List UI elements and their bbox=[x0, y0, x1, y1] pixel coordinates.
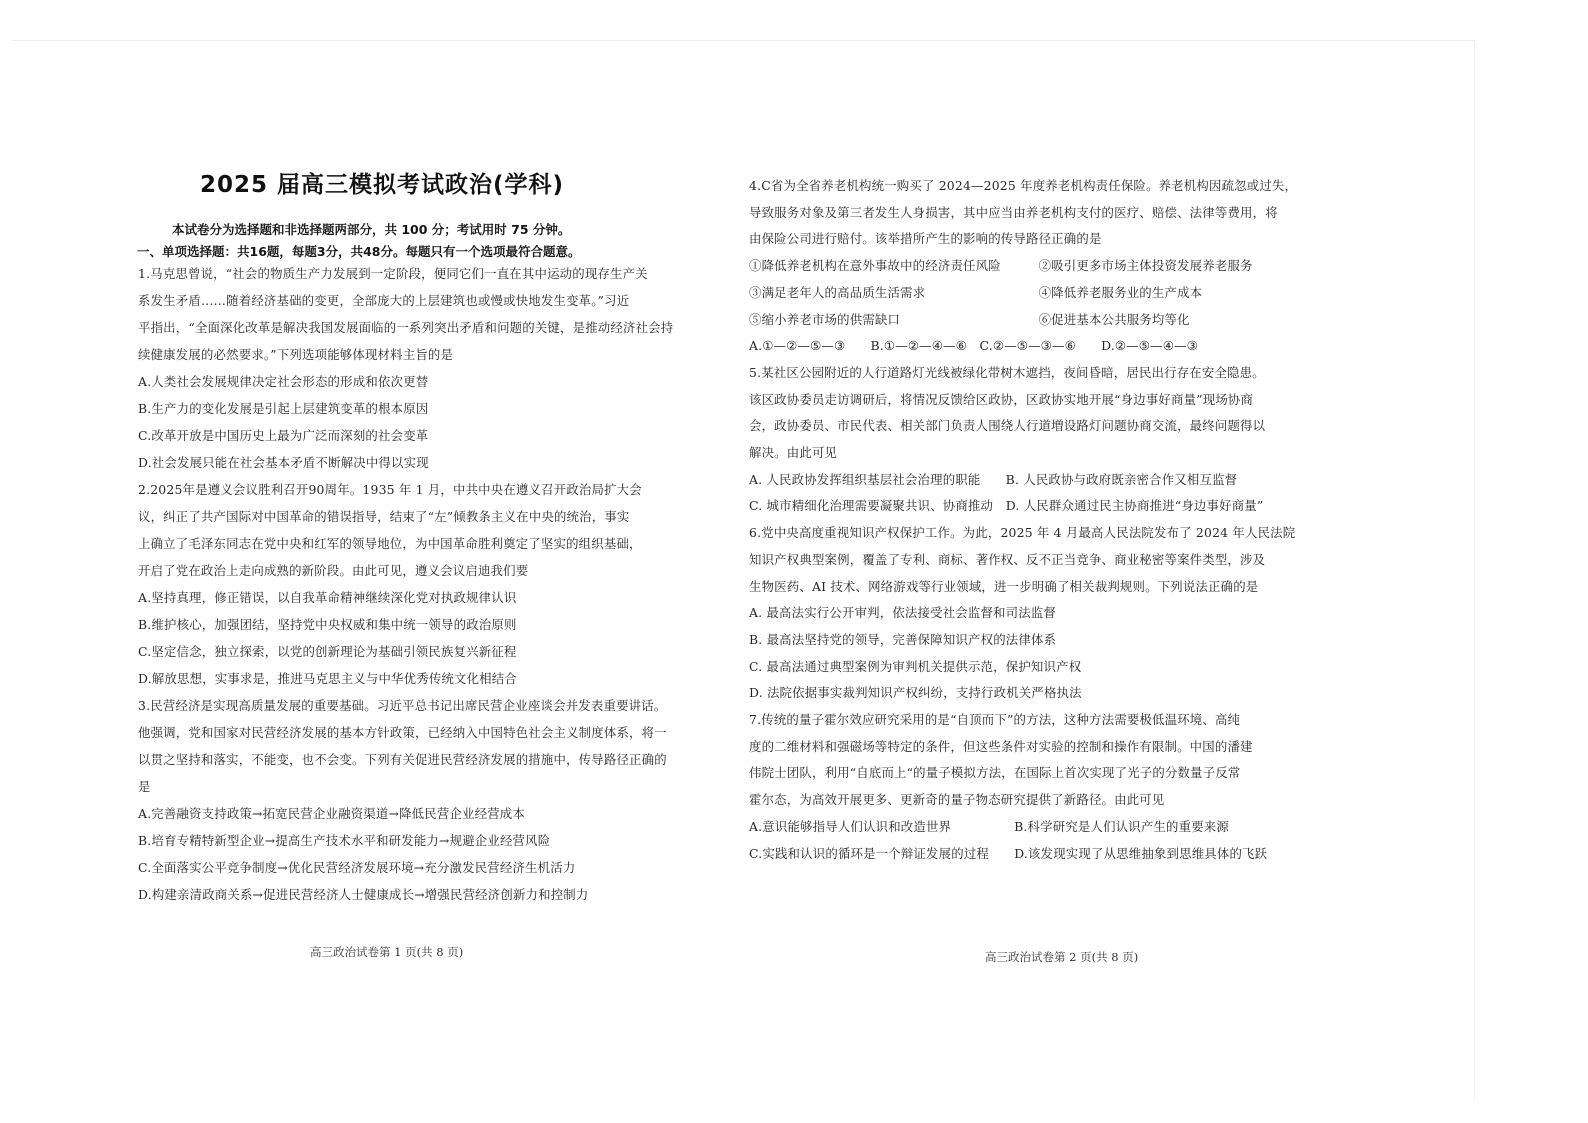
text-line: 度的二维材料和强磁场等特定的条件，但这些条件对实验的控制和操作有限制。中国的潘建 bbox=[749, 738, 1253, 754]
text-line: 2.2025年是遵义会议胜利召开90周年。1935 年 1 月，中共中央在遵义召开政治局扩大会 bbox=[138, 482, 642, 497]
text-line: 平指出，“全面深化改革是解决我国发展面临的一系列突出矛盾和问题的关键，是推动经济社会持 bbox=[138, 320, 674, 335]
text-line: A.①—②—⑤—③ B.①—②—④—⑥ C.②—⑤—③—⑥ D.②—⑤—④—③ bbox=[749, 338, 1198, 354]
exam-info: 本试卷分为选择题和非选择题两部分，共 100 分；考试用时 75 分钟。 bbox=[172, 222, 571, 237]
text-line: 由保险公司进行赔付。该举措所产生的影响的传导路径正确的是 bbox=[749, 231, 1102, 247]
text-line: 解决。由此可见 bbox=[749, 445, 838, 460]
text-line: 续健康发展的必然要求。”下列选项能够体现材料主旨的是 bbox=[138, 347, 454, 362]
text-line: C.实践和认识的循环是一个辩证发展的过程 D.该发现实现了从思维抽象到思维具体的飞跃 bbox=[749, 845, 1268, 861]
text-line: 生物医药、AI 技术、网络游戏等行业领域，进一步明确了相关裁判规则。下列说法正确的是 bbox=[749, 578, 1259, 594]
text-line: C.全面落实公平竞争制度→优化民营经济发展环境→充分激发民营经济生机活力 bbox=[138, 860, 576, 875]
text-line: B.维护核心，加强团结，坚持党中央权威和集中统一领导的政治原则 bbox=[138, 617, 517, 632]
text-line: 该区政协委员走访调研后，将情况反馈给区政协，区政协实地开展“身边事好商量”现场协商 bbox=[749, 391, 1254, 407]
section-heading: 一、单项选择题：共16题，每题3分，共48分。每题只有一个选项最符合题意。 bbox=[137, 244, 581, 259]
text-line: C. 城市精细化治理需要凝聚共识、协商推动 D. 人民群众通过民主协商推进“身边事好商量” bbox=[749, 498, 1264, 514]
text-line: 伟院士团队，利用“自底而上“的量子模拟方法，在国际上首次实现了光子的分数量子反常 bbox=[749, 765, 1241, 781]
text-line: 议，纠正了共产国际对中国革命的错误指导，结束了“左”倾教条主义在中央的统治，事实 bbox=[138, 509, 630, 524]
text-line: A.完善融资支持政策→拓宽民营企业融资渠道→降低民营企业经营成本 bbox=[138, 806, 525, 821]
text-line: 以贯之坚持和落实，不能变，也不会变。下列有关促进民营经济发展的措施中，传导路径正确的 bbox=[138, 752, 667, 767]
text-line: ⑤缩小养老市场的供需缺口 ⑥促进基本公共服务均等化 bbox=[749, 311, 1190, 327]
text-line: ①降低养老机构在意外事故中的经济责任风险 ②吸引更多市场主体投资发展养老服务 bbox=[749, 258, 1253, 274]
text-line: B. 最高法坚持党的领导，完善保障知识产权的法律体系 bbox=[749, 631, 1057, 647]
page-footer-right: 高三政治试卷第 2 页(共 8 页) bbox=[985, 950, 1139, 964]
text-line: 5.某社区公园附近的人行道路灯光线被绿化带树木遮挡，夜间昏暗，居民出行存在安全隐患。 bbox=[749, 364, 1265, 380]
text-line: B.生产力的变化发展是引起上层建筑变革的根本原因 bbox=[138, 401, 429, 416]
text-line: D.构建亲清政商关系→促进民营经济人士健康成长→增强民营经济创新力和控制力 bbox=[138, 887, 589, 902]
text-line: 7.传统的量子霍尔效应研究采用的是“自顶而下”的方法，这种方法需要极低温环境、高纯 bbox=[749, 712, 1241, 727]
text-line: 开启了党在政治上走向成熟的新阶段。由此可见，遵义会议启迪我们要 bbox=[138, 563, 529, 578]
text-line: 系发生矛盾……随着经济基础的变更，全部庞大的上层建筑也或慢或快地发生变革。”习近 bbox=[138, 293, 630, 308]
text-line: B.培育专精特新型企业→提高生产技术水平和研发能力→规避企业经营风险 bbox=[138, 833, 551, 848]
text-line: 1.马克思曾说，“社会的物质生产力发展到一定阶段，便同它们一直在其中运动的现存生产关 bbox=[138, 266, 648, 281]
text-line: 4.C省为全省养老机构统一购买了 2024—2025 年度养老机构责任保险。养老机构因疏忽或过失， bbox=[749, 178, 1298, 193]
text-line: 上确立了毛泽东同志在党中央和红军的领导地位，为中国革命胜利奠定了坚实的组织基础， bbox=[138, 536, 642, 551]
text-line: C. 最高法通过典型案例为审判机关提供示范，保护知识产权 bbox=[749, 658, 1082, 674]
text-line: D.社会发展只能在社会基本矛盾不断解决中得以实现 bbox=[138, 455, 429, 470]
exam-title: 2025 届高三模拟考试政治(学科) bbox=[200, 172, 565, 198]
text-line: A. 最高法实行公开审判，依法接受社会监督和司法监督 bbox=[749, 605, 1057, 621]
text-line: ③满足老年人的高品质生活需求 ④降低养老服务业的生产成本 bbox=[749, 284, 1203, 300]
text-line: 知识产权典型案例，覆盖了专利、商标、著作权、反不正当竞争、商业秘密等案件类型，涉及 bbox=[749, 551, 1266, 567]
text-line: 会，政协委员、市民代表、相关部门负责人围绕人行道増设路灯问题协商交流，最终问题得以 bbox=[749, 418, 1266, 434]
text-line: 6.党中央高度重视知识产权保护工作。为此，2025 年 4 月最高人民法院发布了 2024 年人民法院 bbox=[749, 525, 1296, 541]
text-line: 他强调，党和国家对民营经济发展的基本方针政策，已经纳入中国特色社会主义制度体系，将一 bbox=[138, 725, 667, 740]
text-line: A. 人民政协发挥组织基层社会治理的职能 B. 人民政协与政府既亲密合作又相互监督 bbox=[749, 471, 1238, 487]
text-line: C.坚定信念，独立探索，以党的创新理论为基础引领民族复兴新征程 bbox=[138, 644, 517, 659]
text-line: D. 法院依据事实裁判知识产权纠纷，支持行政机关严格执法 bbox=[749, 685, 1082, 701]
page-footer-left: 高三政治试卷第 1 页(共 8 页) bbox=[310, 945, 464, 959]
text-line: 导致服务对象及第三者发生人身损害，其中应当由养老机构支付的医疗、赔偿、法律等费用，将 bbox=[749, 204, 1278, 220]
text-line: A.坚持真理，修正错误，以自我革命精神继续深化党对执政规律认识 bbox=[138, 590, 517, 605]
text-line: 霍尔态，为高效开展更多、更新奇的量子物态研究提供了新路径。由此可见 bbox=[749, 792, 1165, 808]
text-line: 是 bbox=[138, 779, 151, 794]
text-line: A.意识能够指导人们认识和改造世界 B.科学研究是人们认识产生的重要来源 bbox=[749, 818, 1229, 834]
text-line: 3.民营经济是实现高质量发展的重要基础。习近平总书记出席民营企业座谈会并发表重要讲话。 bbox=[138, 698, 667, 713]
text-line: D.解放思想，实事求是，推进马克思主义与中华优秀传统文化相结合 bbox=[138, 671, 517, 686]
text-line: C.改革开放是中国历史上最为广泛而深刻的社会变革 bbox=[138, 428, 429, 443]
text-line: A.人类社会发展规律决定社会形态的形成和依次更替 bbox=[138, 374, 429, 389]
